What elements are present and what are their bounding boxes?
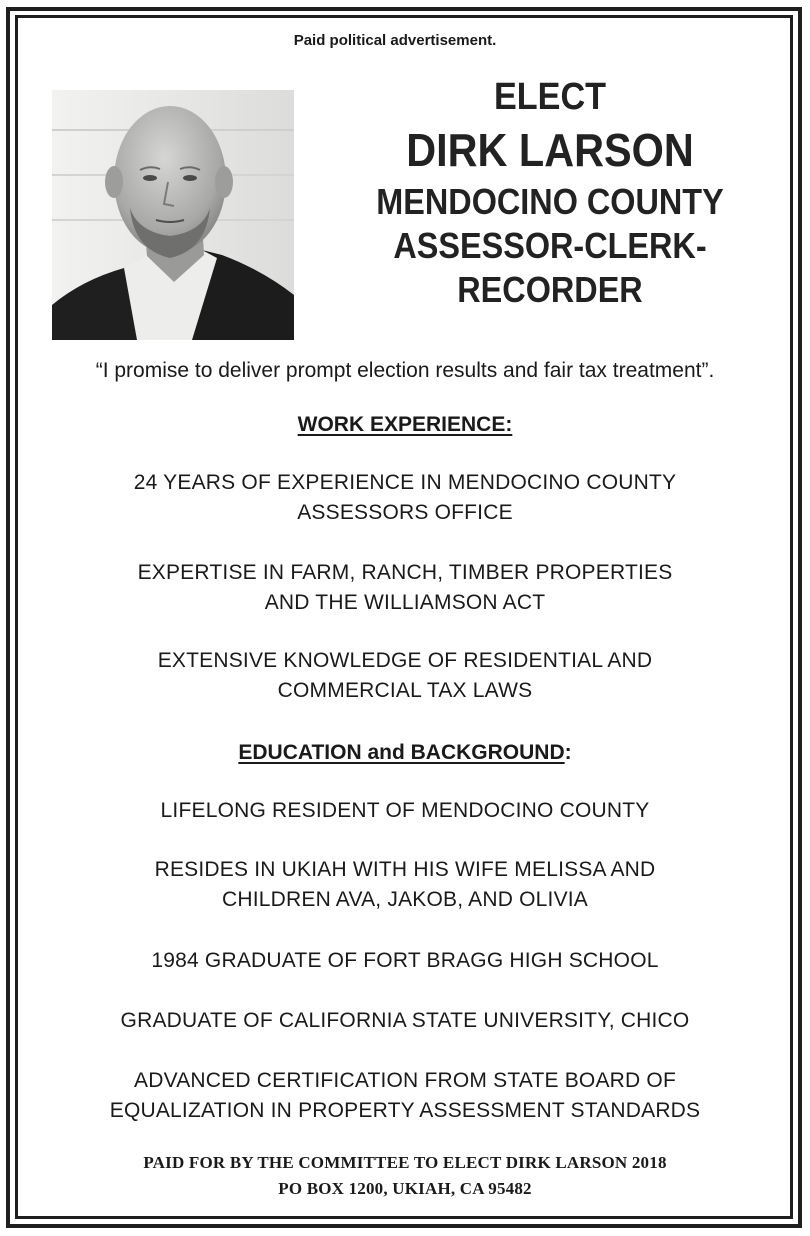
work-item <box>20 558 790 618</box>
work-item-line: ASSESSORS OFFICE <box>297 501 513 524</box>
education-item-line: EQUALIZATION IN PROPERTY ASSESSMENT STANDARDS <box>109 1099 701 1122</box>
education-item <box>20 1006 790 1036</box>
education-item-line: GRADUATE OF CALIFORNIA STATE UNIVERSITY, CHICO <box>120 1009 690 1032</box>
education-item-line: RESIDES IN UKIAH WITH HIS WIFE MELISSA AND <box>154 858 656 881</box>
education-item <box>20 946 790 976</box>
education-item-line: CHILDREN AVA, JAKOB, AND OLIVIA <box>221 888 589 911</box>
paid-ad-notice: Paid political advertisement. <box>293 32 497 49</box>
work-item-line: 24 YEARS OF EXPERIENCE IN MENDOCINO COUNTY <box>133 471 677 494</box>
footer-line-1: PAID FOR BY THE COMMITTEE TO ELECT DIRK LARSON 2018 <box>143 1153 667 1172</box>
headline-elect: ELECT <box>493 76 607 118</box>
office-line-1: MENDOCINO COUNTY <box>376 181 724 222</box>
work-item-line: EXTENSIVE KNOWLEDGE OF RESIDENTIAL AND <box>157 649 653 672</box>
campaign-quote: “I promise to deliver prompt election results and fair tax treatment”. <box>95 359 715 382</box>
work-experience-heading <box>0 412 810 438</box>
work-item <box>20 646 790 706</box>
office-line-3: RECORDER <box>457 269 643 310</box>
education-heading <box>0 740 810 766</box>
education-item-line: ADVANCED CERTIFICATION FROM STATE BOARD OF <box>134 1069 676 1092</box>
education-heading-text: EDUCATION and BACKGROUND <box>238 741 565 764</box>
education-item-line: LIFELONG RESIDENT OF MENDOCINO COUNTY <box>160 799 650 822</box>
candidate-name: DIRK LARSON <box>406 124 694 176</box>
candidate-photo <box>52 90 294 340</box>
work-experience-heading-text: WORK EXPERIENCE: <box>297 413 513 436</box>
education-item-line: 1984 GRADUATE OF FORT BRAGG HIGH SCHOOL <box>151 949 659 972</box>
education-heading-colon: : <box>564 741 572 764</box>
work-item-line: COMMERCIAL TAX LAWS <box>277 679 533 702</box>
work-item-line: EXPERTISE IN FARM, RANCH, TIMBER PROPERTIES <box>137 561 673 584</box>
office-line-2: ASSESSOR-CLERK- <box>393 225 707 266</box>
work-item <box>20 468 790 528</box>
paid-for-by-footer <box>0 1150 810 1202</box>
education-item <box>20 796 790 826</box>
footer-line-2: PO BOX 1200, UKIAH, CA 95482 <box>278 1179 532 1198</box>
work-item-line: AND THE WILLIAMSON ACT <box>264 591 546 614</box>
education-item <box>20 855 790 915</box>
headline <box>334 74 766 312</box>
education-item <box>20 1066 790 1126</box>
